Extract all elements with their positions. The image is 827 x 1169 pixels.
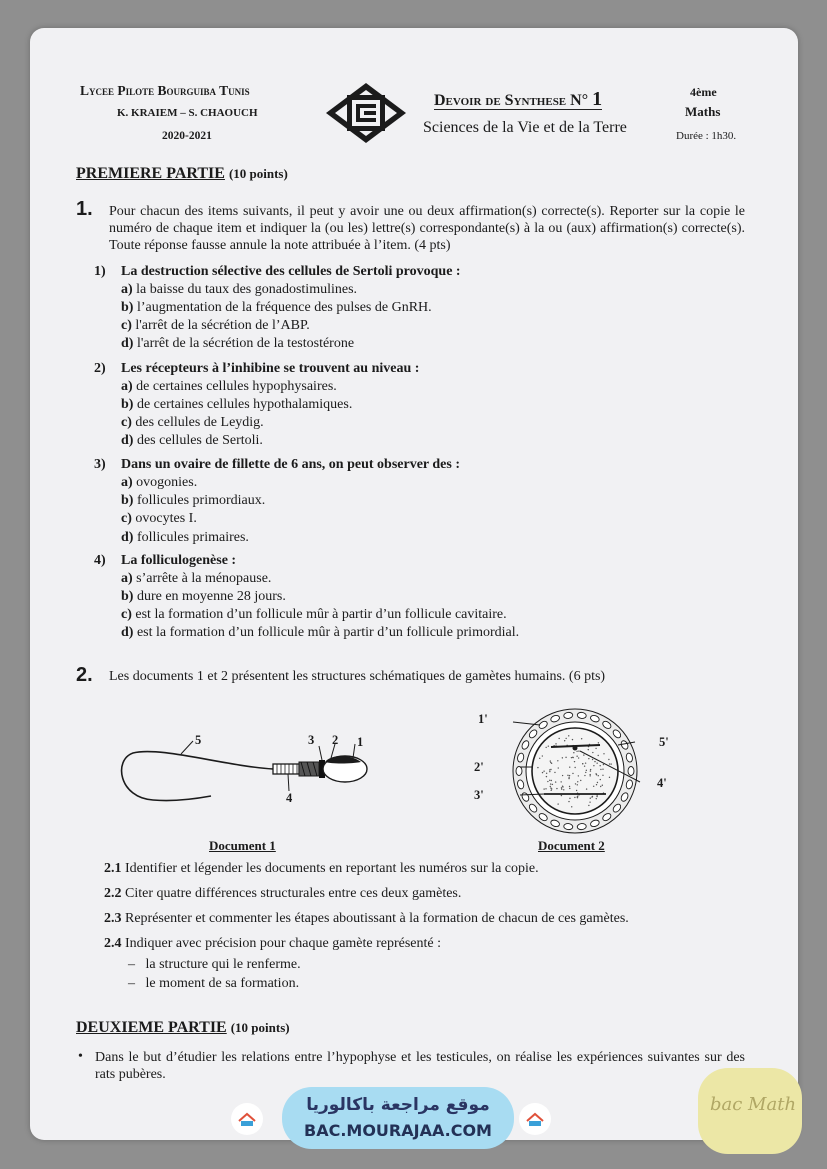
document-2-caption: Document 2 [538, 838, 605, 853]
site-logo-right-icon [518, 1102, 552, 1136]
part2-title [76, 1019, 290, 1037]
exam-number: 1 [592, 88, 603, 110]
item-2-option-d: d) des cellules de Sertoli. [121, 433, 263, 448]
document-2-oocyte-diagram [500, 705, 650, 837]
item-1-option-a: a) la baisse du taux des gonadostimulines. [121, 282, 358, 297]
question-1-instructions: Pour chacun des items suivants, il peut y avoir une ou deux affirmation(s) correcte(s). Reporter sur la copie le numéro de chaque item et indiquer la (ou les) lettre(s) correspondante(s) à la ou (aux) affirmation(s) correcte(s). Toute réponse fausse annule la note attribuée à l’item. (4 pts) [109, 204, 745, 253]
question-2-intro: Les documents 1 et 2 présentent les structures schématiques de gamètes humains. (6 pts) [109, 669, 606, 684]
part1-points: (10 points) [228, 166, 288, 181]
item-1-stem: La destruction sélective des cellules de Sertoli provoque : [121, 264, 461, 279]
item-2-number: 2) [94, 361, 106, 376]
school-year: 2020-2021 [162, 130, 212, 142]
doc2-label-2p: 2' [474, 760, 484, 774]
item-4-option-a: a) s’arrête à la ménopause. [121, 571, 272, 586]
item-4-option-d: d) est la formation d’un follicule mûr à partir d’un follicule primordial. [121, 625, 520, 640]
bac-math-stamp-text: bac Math [710, 1094, 797, 1115]
item-2-stem: Les récepteurs à l’inhibine se trouvent au niveau : [121, 361, 420, 376]
doc1-label-5: 5 [195, 733, 202, 747]
doc2-label-4p: 4' [657, 776, 667, 790]
item-1-option-b: b) l’augmentation de la fréquence des pulses de GnRH. [121, 300, 432, 315]
document-1-sperm-diagram [115, 728, 380, 810]
subquestion-2-1: 2.1 Identifier et légender les documents en reportant les numéros sur la copie. [104, 861, 539, 876]
doc2-label-1p: 1' [478, 712, 488, 726]
doc1-label-2: 2 [332, 733, 339, 747]
school-name: Lycee Pilote Bourguiba Tunis [80, 83, 250, 98]
item-1-option-c: c) l'arrêt de la sécrétion de l’ABP. [121, 318, 310, 333]
site-banner-arabic: موقع مراجعة باكالوريا [306, 1095, 490, 1115]
class-level: 4ème [690, 85, 717, 99]
part1-title [76, 165, 288, 183]
doc2-label-5p: 5' [659, 735, 669, 749]
item-3-number: 3) [94, 457, 106, 472]
exam-title-text: Devoir de Synthese N° [434, 92, 589, 109]
exam-title [434, 88, 603, 110]
subquestion-2-4-bullet-2: – le moment de sa formation. [128, 976, 300, 991]
item-1-number: 1) [94, 264, 106, 279]
teacher-names: K. KRAIEM – S. CHAOUCH [117, 107, 258, 119]
site-banner-url[interactable]: BAC.MOURAJAA.COM [304, 1121, 492, 1140]
school-logo-icon [325, 82, 407, 144]
subquestion-2-2: 2.2 Citer quatre différences structurales entre ces deux gamètes. [104, 886, 462, 901]
item-4-number: 4) [94, 553, 106, 568]
document-1-caption: Document 1 [209, 838, 276, 853]
item-3-option-d: d) follicules primaires. [121, 530, 249, 545]
subject-name: Sciences de la Vie et de la Terre [423, 119, 627, 136]
subquestion-2-4: 2.4 Indiquer avec précision pour chaque gamète représenté : [104, 936, 442, 951]
item-4-stem: La folliculogenèse : [121, 553, 237, 568]
bac-math-stamp [698, 1068, 802, 1154]
subquestion-2-4-bullet-1: – la structure qui le renferme. [128, 957, 301, 972]
site-banner[interactable] [282, 1087, 514, 1149]
item-2-option-b: b) de certaines cellules hypothalamiques. [121, 397, 353, 412]
part2-title-text: DEUXIEME PARTIE [76, 1019, 227, 1036]
item-3-stem: Dans un ovaire de fillette de 6 ans, on peut observer des : [121, 457, 460, 472]
part2-intro: Dans le but d’étudier les relations entre l’hypophyse et les testicules, on réalise les expériences suivantes sur des rats pubères. [95, 1050, 745, 1082]
part2-bullet: • [78, 1049, 83, 1064]
part2-points: (10 points) [230, 1020, 290, 1035]
part1-title-text: PREMIERE PARTIE [76, 165, 225, 182]
doc1-label-3: 3 [308, 733, 315, 747]
class-section: Maths [685, 104, 721, 119]
item-2-option-a: a) de certaines cellules hypophysaires. [121, 379, 337, 394]
question-1-number: 1. [76, 198, 93, 220]
doc2-label-3p: 3' [474, 788, 484, 802]
item-4-option-c: c) est la formation d’un follicule mûr à partir d’un follicule cavitaire. [121, 607, 507, 622]
question-2-number: 2. [76, 664, 93, 686]
item-3-option-a: a) ovogonies. [121, 475, 198, 490]
item-4-option-b: b) dure en moyenne 28 jours. [121, 589, 286, 604]
doc1-label-4: 4 [286, 791, 293, 805]
exam-duration: Durée : 1h30. [676, 130, 737, 142]
item-1-option-d: d) l'arrêt de la sécrétion de la testostérone [121, 336, 355, 351]
item-3-option-b: b) follicules primordiaux. [121, 493, 266, 508]
site-logo-left-icon [230, 1102, 264, 1136]
item-2-option-c: c) des cellules de Leydig. [121, 415, 264, 430]
doc1-label-1: 1 [357, 735, 364, 749]
item-3-option-c: c) ovocytes I. [121, 511, 197, 526]
subquestion-2-3: 2.3 Représenter et commenter les étapes aboutissant à la formation de chacun de ces gamètes. [104, 911, 629, 926]
